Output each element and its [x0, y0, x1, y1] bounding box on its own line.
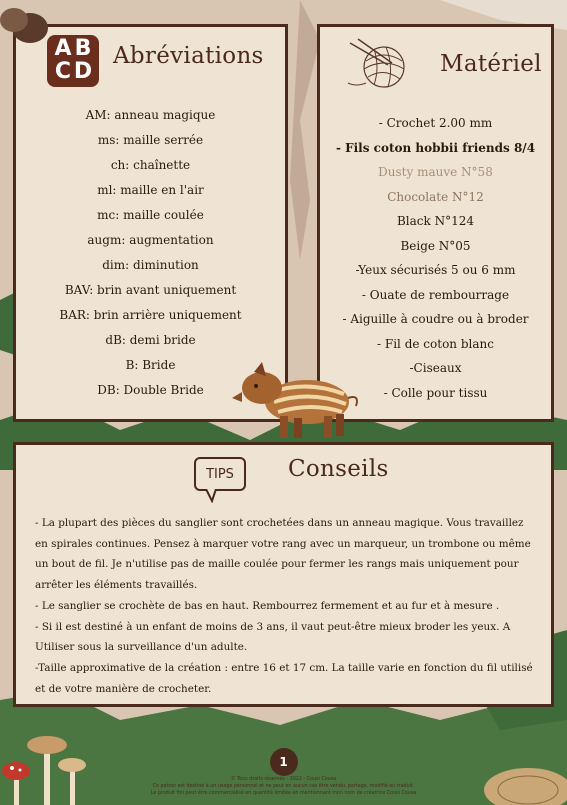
abbreviation-item: dB: demi bride [105, 333, 196, 347]
abbreviation-item: B: Bride [125, 358, 176, 372]
boar-illustration [232, 358, 364, 444]
conseils-text [35, 513, 539, 699]
abbreviation-item: mc: maille coulée [97, 208, 204, 222]
chestnut-icon [0, 6, 52, 46]
conseils-card [13, 442, 554, 707]
abbreviation-item: BAV: brin avant uniquement [64, 283, 237, 297]
materiel-item: - Fil de coton blanc [377, 336, 494, 351]
materiel-item: - Colle pour tissu [383, 385, 488, 400]
footer-notice: Le produit fini peut être commercialisé en quantité limitée en mentionnant mon nom de créatrice Cousi Cousa [150, 791, 417, 796]
abbreviation-item: DB: Double Bride [97, 383, 204, 397]
materiel-item: -Yeux sécurisés 5 ou 6 mm [355, 263, 516, 277]
materiel-item: Chocolate N°12 [387, 189, 484, 204]
speech-bubble-tail-icon [204, 489, 220, 503]
conseil-paragraph: - Le sanglier se crochète de bas en haut. Rembourrez fermement et au fur et à mesure . [35, 599, 500, 612]
abbreviations-title: Abréviations [113, 43, 264, 69]
abbreviation-item: ch: chaînette [110, 158, 191, 172]
materiel-item: - Fils coton hobbii friends 8/4 [335, 140, 536, 155]
abbreviation-item: BAR: brin arrière uniquement [59, 308, 242, 322]
materiel-item: -Ciseaux [409, 361, 462, 375]
footer-notice: Ce patron est destiné à un usage personnel et ne peut en aucun cas être vendu, partagé, modifié ou traduit. [152, 784, 415, 789]
footer-rights: © Tous droits réservés - 2022 - Cousi Cousa [230, 777, 337, 782]
tips-speech-bubble-icon [194, 457, 246, 491]
abbreviation-item: ms: maille serrée [97, 133, 204, 147]
conseil-paragraph: -Taille approximative de la création : entre 16 et 17 cm. La taille varie en fonction du fil utilisé et de votre manière de crocheter. [35, 661, 533, 695]
page-footer [0, 748, 567, 797]
page-number: 1 [270, 748, 298, 776]
yarn-ball-icon [344, 35, 416, 93]
abbreviation-item: AM: anneau magique [85, 108, 216, 122]
conseils-title: Conseils [288, 456, 389, 482]
abbreviation-item: augm: augmentation [87, 233, 214, 247]
materiel-item: - Ouate de rembourrage [361, 287, 510, 302]
abbreviation-item: dim: diminution [102, 258, 199, 272]
materiel-item: Dusty mauve N°58 [378, 165, 493, 179]
materiel-item: Beige N°05 [400, 238, 471, 253]
abcd-icon: A B C D [47, 35, 99, 87]
conseil-paragraph: - Si il est destiné à un enfant de moins de 3 ans, il vaut peut-être mieux broder les yeux. A Utiliser sous la surveillance d'un adulte. [35, 620, 511, 654]
materiel-item: - Aiguille à coudre ou à broder [342, 312, 529, 326]
materiel-item: Black N°124 [396, 214, 475, 228]
abbreviation-item: ml: maille en l'air [97, 183, 204, 197]
materiel-title: Matériel [440, 51, 542, 77]
conseil-paragraph: - La plupart des pièces du sanglier sont crochetées dans un anneau magique. Vous travaillez en spirales continues. Pensez à marquer votre rang avec un marqueur, un trombone ou même un bout de fil. Je n'utilise pas de maille coulée pour fermer les rangs mais uniquement pour arrêter les éléments travaillés. [35, 517, 531, 592]
materiel-item: - Crochet 2.00 mm [378, 116, 493, 130]
tips-label: TIPS [206, 466, 234, 482]
